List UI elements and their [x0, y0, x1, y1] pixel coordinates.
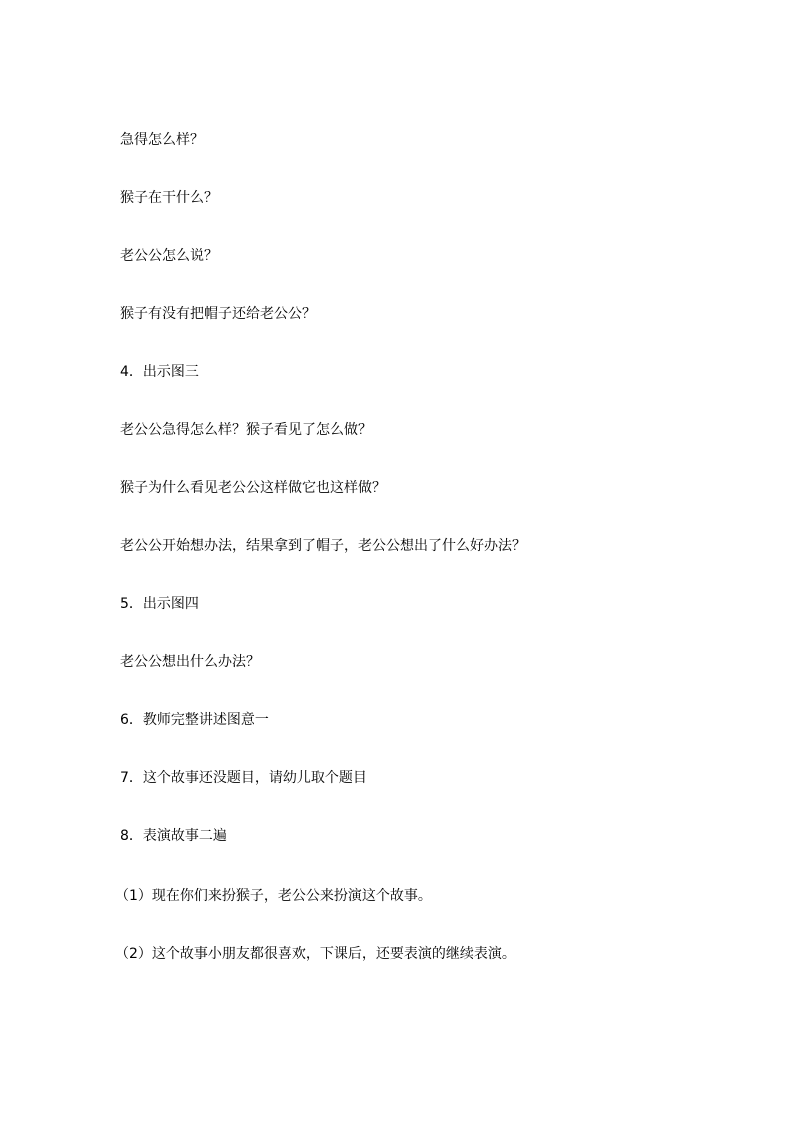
step-heading: 5．出示图四: [120, 596, 199, 612]
question-line: 猴子有没有把帽子还给老公公？: [120, 306, 316, 322]
question-line: 老公公想出什么办法？: [120, 654, 260, 670]
question-line: 急得怎么样？: [120, 132, 204, 148]
question-line: 老公公开始想办法，结果拿到了帽子，老公公想出了什么好办法？: [120, 538, 526, 554]
step-heading: 4．出示图三: [120, 364, 199, 380]
question-line: 猴子为什么看见老公公这样做它也这样做？: [120, 480, 386, 496]
sub-step-line: （1）现在你们来扮猴子，老公公来扮演这个故事。: [115, 888, 432, 904]
question-line: 老公公急得怎么样？猴子看见了怎么做？: [120, 422, 372, 438]
step-heading: 8．表演故事二遍: [120, 828, 227, 844]
question-line: 猴子在干什么？: [120, 190, 218, 206]
step-heading: 7．这个故事还没题目，请幼儿取个题目: [120, 770, 367, 786]
step-heading: 6．教师完整讲述图意一: [120, 712, 269, 728]
sub-step-line: （2）这个故事小朋友都很喜欢，下课后，还要表演的继续表演。: [115, 946, 516, 962]
question-line: 老公公怎么说？: [120, 248, 218, 264]
